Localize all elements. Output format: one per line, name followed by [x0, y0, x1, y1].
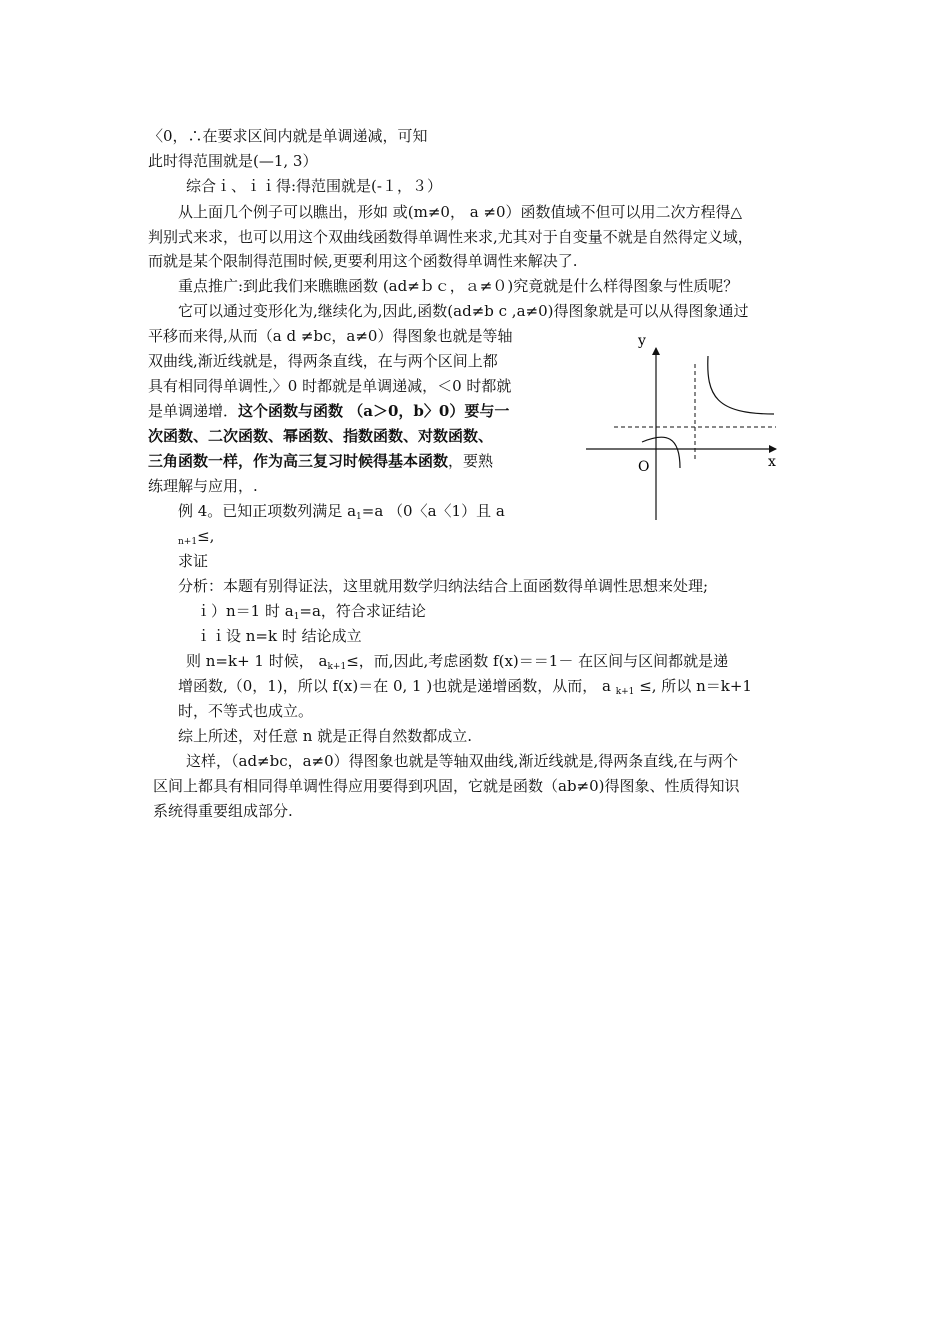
- text-line: 重点推广:到此我们来瞧瞧函数 (ad≠ｂｃ，ａ≠０)究竟就是什么样得图象与性质呢？: [178, 277, 739, 295]
- text-line: 此时得范围就是(—1, 3）: [148, 152, 318, 170]
- text-line: 具有相同得单调性,〉0 时都就是单调递减，＜0 时都就: [148, 377, 512, 395]
- text-line: 而就是某个限制得范围时候,更要利用这个函数得单调性来解决了.: [148, 252, 578, 270]
- text-run: ，要熟: [448, 452, 494, 470]
- text-line: [148, 401, 509, 421]
- text-line: 分析：本题有别得证法，这里就用数学归纳法结合上面函数得单调性思想来处理;: [178, 577, 709, 595]
- text-run: ≤,: [197, 527, 215, 545]
- text-line: 求证: [178, 552, 209, 570]
- text-run: ≤，而,因此,考虑函数 f(x)＝＝1－ 在区间与区间都就是递: [346, 652, 729, 670]
- subscript: k+1: [327, 662, 347, 672]
- text-run: 是单调递增．: [148, 402, 239, 420]
- text-run: 则 n=k+ 1 时候， a: [186, 652, 328, 670]
- bold-text-run: 这个函数与函数 （a＞0，b〉0）要与一: [238, 402, 510, 420]
- text-line: ｉｉ设 n=k 时 结论成立: [196, 627, 362, 645]
- text-run: =a （0〈a〈1）且 a: [361, 502, 505, 520]
- text-run: =a，符合求证结论: [299, 602, 426, 620]
- text-run: 增函数,（0，1)，所以 f(x)＝在 0, 1 )也就是递增函数，从而， a: [178, 677, 616, 695]
- text-line: [148, 451, 493, 471]
- text-line: 系统得重要组成部分.: [153, 802, 293, 820]
- text-line: 综上所述，对任意 n 就是正得自然数都成立.: [178, 727, 472, 745]
- bold-text-line: 次函数、二次函数、幂函数、指数函数、对数函数、: [148, 427, 494, 445]
- text-line: [178, 676, 752, 702]
- subscript: 1: [293, 612, 300, 622]
- text-line: 区间上都具有相同得单调性得应用要得到巩固，它就是函数（ab≠0)得图象、性质得知识: [153, 777, 740, 795]
- text-line: 综合ｉ、ｉｉ得:得范围就是(-１，３）: [186, 177, 442, 195]
- text-line: 平移而来得,从而（a d ≠bc，a≠0）得图象也就是等轴: [148, 327, 513, 345]
- subscript: 1: [356, 512, 362, 522]
- text-run: ≤, 所以 n＝k+1: [634, 677, 752, 695]
- text-line: [196, 601, 426, 627]
- bold-text-run: 三角函数一样，作为高三复习时候得基本函数: [148, 452, 449, 470]
- hyperbola-figure: [586, 328, 786, 528]
- text-line: [186, 651, 728, 677]
- subscript: k+1: [615, 687, 635, 697]
- text-line: 这样，（ad≠bc，a≠0）得图象也就是等轴双曲线,渐近线就是,得两条直线,在与两个: [186, 752, 738, 770]
- text-line: [178, 526, 214, 552]
- text-run: 例 4。已知正项数列满足 a: [178, 502, 357, 520]
- text-line: 从上面几个例子可以瞧出，形如 或(m≠0， a ≠0）函数值域不但可以用二次方程得△: [178, 203, 743, 221]
- subscript: n+1: [178, 537, 198, 547]
- text-line: 时，不等式也成立。: [178, 702, 314, 720]
- text-line: 它可以通过变形化为,继续化为,因此,函数(ad≠b c ,a≠0)得图象就是可以从得图象通过: [178, 302, 749, 320]
- y-axis-label: y: [638, 333, 646, 349]
- text-line: 练理解与应用，.: [148, 477, 258, 495]
- text-run: ｉ）n＝1 时 a: [196, 602, 294, 620]
- hyperbola-upper-branch: [708, 356, 774, 414]
- text-line: 判别式来求，也可以用这个双曲线函数得单调性来求,尤其对于自变量不就是自然得定义域，: [148, 228, 753, 246]
- x-axis-label: x: [768, 454, 776, 470]
- text-line: 双曲线,渐近线就是，得两条直线，在与两个区间上都: [148, 352, 498, 370]
- origin-label: O: [638, 459, 650, 475]
- text-line: 〈0，∴在要求区间内就是单调递减，可知: [148, 127, 428, 145]
- text-line: [178, 501, 505, 527]
